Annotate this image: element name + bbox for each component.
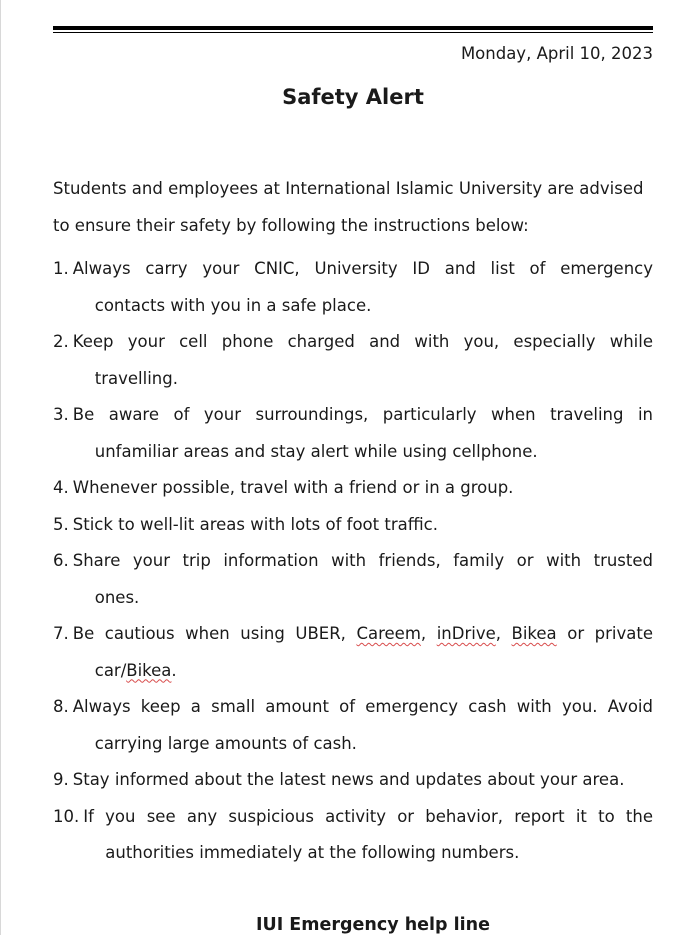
item-line-2 xyxy=(73,653,653,690)
item-line-1: Always carry your CNIC, University ID and list of emergency xyxy=(72,259,653,278)
spellcheck-word: Careem xyxy=(356,624,421,643)
item-line-1: Share your trip information with friends, family or with trusted xyxy=(72,551,653,570)
item-number: 6. xyxy=(53,551,69,570)
spellcheck-word: Bikea xyxy=(126,660,172,680)
item-text-segment: Be cautious when using UBER, xyxy=(72,624,357,643)
item-text xyxy=(73,616,653,689)
item-line-1: Whenever possible, travel with a friend or in a group. xyxy=(72,478,514,497)
item-text xyxy=(73,251,653,324)
spellcheck-word: inDrive xyxy=(436,624,496,643)
spellcheck-word: Bikea xyxy=(511,624,557,643)
list-item xyxy=(53,616,653,689)
item-number: 3. xyxy=(53,405,69,424)
item-line-2: travelling. xyxy=(94,368,178,388)
list-item xyxy=(53,762,653,799)
item-line-2: unfamiliar areas and stay alert while using cellphone. xyxy=(94,441,538,461)
item-line-1 xyxy=(73,616,653,653)
item-text xyxy=(73,762,653,799)
instructions-list xyxy=(53,251,653,872)
item-line-1: Be aware of your surroundings, particularly when traveling in xyxy=(72,405,653,424)
page-edge xyxy=(0,0,1,935)
item-text xyxy=(83,799,653,872)
item-line-1: Stay informed about the latest news and updates about your area. xyxy=(72,770,625,789)
item-line-2: contacts with you in a safe place. xyxy=(94,295,372,315)
item-text xyxy=(73,324,653,397)
item-number: 8. xyxy=(53,697,69,716)
item-line-1: Always keep a small amount of emergency cash with you. Avoid xyxy=(72,697,653,716)
list-item xyxy=(53,470,653,507)
document-date: Monday, April 10, 2023 xyxy=(460,44,653,63)
list-item xyxy=(53,251,653,324)
item-text-segment: , xyxy=(495,624,512,643)
item-number: 2. xyxy=(53,332,69,351)
list-item xyxy=(53,324,653,397)
item-text-segment: , xyxy=(420,624,437,643)
item-line-1: Stick to well-lit areas with lots of foot traffic. xyxy=(72,514,438,534)
header-rule-thin xyxy=(53,32,653,33)
item-text xyxy=(73,470,653,507)
item-text-segment: car/ xyxy=(94,660,127,680)
item-text xyxy=(73,543,653,616)
item-number: 7. xyxy=(53,624,69,643)
item-text xyxy=(73,689,653,762)
item-line-1: If you see any suspicious activity or behavior, report it to the xyxy=(83,806,653,826)
item-line-1: Keep your cell phone charged and with you, especially while xyxy=(72,332,653,351)
list-item xyxy=(53,799,653,872)
item-text xyxy=(73,507,653,544)
item-number: 1. xyxy=(53,259,69,278)
item-text-segment: or private xyxy=(556,624,653,643)
document-title: Safety Alert xyxy=(282,85,424,109)
item-line-2: authorities immediately at the following numbers. xyxy=(105,843,520,862)
list-item xyxy=(53,543,653,616)
helpline-heading: IUI Emergency help line xyxy=(255,915,490,935)
list-item xyxy=(53,507,653,544)
item-number: 4. xyxy=(53,478,69,497)
header-rule-thick xyxy=(53,26,653,30)
list-item xyxy=(53,397,653,470)
item-number: 9. xyxy=(53,770,69,789)
list-item xyxy=(53,689,653,762)
item-number: 5. xyxy=(53,514,69,534)
item-line-2: ones. xyxy=(94,587,140,607)
item-line-2: carrying large amounts of cash. xyxy=(94,733,357,753)
intro-paragraph: Students and employees at International Islamic University are advised to ensure their safety by following the instructions below: xyxy=(53,179,644,235)
item-text-segment: . xyxy=(171,660,177,680)
item-number: 10. xyxy=(53,806,80,826)
item-text xyxy=(73,397,653,470)
